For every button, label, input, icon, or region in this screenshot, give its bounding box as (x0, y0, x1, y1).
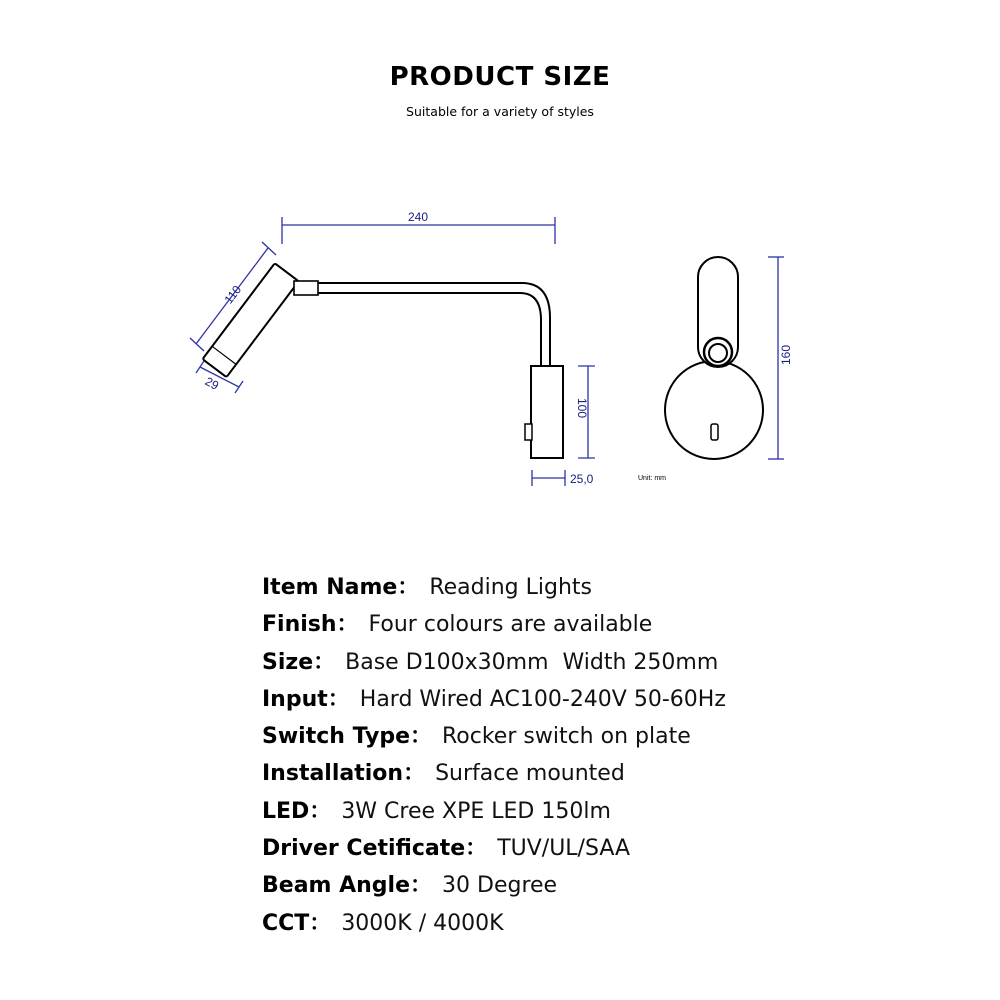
spec-label: Input： (262, 686, 350, 712)
front-base-disc (665, 361, 763, 459)
dimension-total-height (768, 257, 793, 459)
rocker-switch (525, 424, 532, 440)
spec-label: Beam Angle： (262, 873, 433, 899)
dimension-width-label: 240 (407, 210, 429, 224)
spec-list (262, 571, 726, 944)
spec-label: CCT： (262, 910, 332, 936)
spec-value: Reading Lights (429, 575, 592, 600)
spec-row-cct (262, 907, 726, 944)
dimension-width (282, 210, 555, 244)
spec-row-input (262, 683, 726, 720)
dimension-head-length-label: 110 (221, 282, 245, 307)
page-title: PRODUCT SIZE (389, 62, 611, 92)
spec-label: Installation： (262, 761, 426, 787)
spec-row-item-name (262, 571, 726, 608)
spec-value: Rocker switch on plate (442, 724, 691, 750)
spec-value: TUV/UL/SAA (497, 836, 631, 862)
spec-label: Switch Type： (262, 724, 432, 750)
spec-value: 30 Degree (442, 873, 558, 899)
spec-label: Size： (262, 649, 336, 675)
dimension-base-depth (532, 470, 594, 486)
spec-row-led (262, 795, 726, 832)
dimension-head-diameter-label: 29 (202, 374, 222, 393)
dimension-base-depth-label: 25,0 (570, 472, 594, 486)
spec-row-finish (262, 608, 726, 645)
lamp-side-view (203, 263, 563, 458)
spec-label: Driver Cetificate： (262, 836, 488, 862)
spec-row-installation (262, 757, 726, 794)
spec-value: 3W Cree XPE LED 150lm (341, 798, 611, 824)
spec-row-switch-type (262, 720, 726, 757)
spec-label: Item Name： (262, 575, 420, 600)
spec-row-size (262, 646, 726, 683)
unit-note: Unit: mm (638, 475, 666, 482)
dimension-base-height (575, 366, 595, 458)
spec-label: LED： (262, 798, 332, 824)
front-lens-inner (709, 344, 727, 362)
lamp-base-plate (531, 366, 563, 458)
spec-label: Finish： (262, 612, 359, 638)
lamp-arm (318, 283, 550, 366)
page-subtitle: Suitable for a variety of styles (406, 104, 594, 119)
spec-value: Base D100x30mm Width 250mm (345, 649, 719, 675)
spec-value: Surface mounted (435, 761, 625, 787)
spec-row-driver-certificate (262, 832, 726, 869)
spec-value: Four colours are available (368, 612, 653, 638)
lamp-head (203, 263, 299, 377)
lamp-front-view (665, 257, 763, 459)
spec-value: Hard Wired AC100-240V 50-60Hz (359, 686, 726, 712)
spec-row-beam-angle (262, 869, 726, 906)
lamp-joint (294, 281, 318, 295)
front-switch-slot (711, 424, 718, 440)
spec-value: 3000K / 4000K (341, 910, 504, 936)
dimension-total-height-label: 160 (779, 344, 793, 366)
dimension-base-height-label: 100 (575, 397, 589, 419)
